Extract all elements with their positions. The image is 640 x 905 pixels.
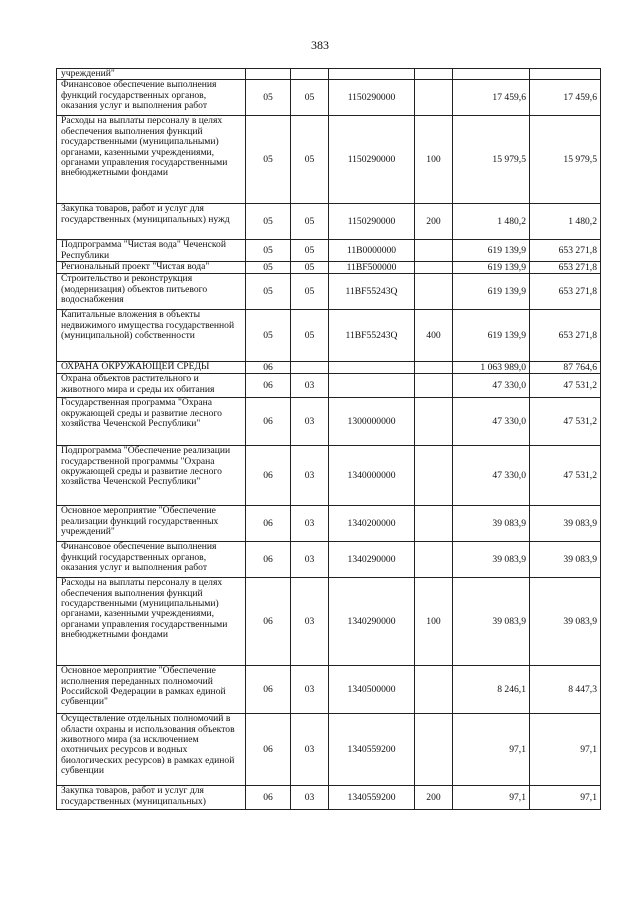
section-code-cell: 05 (246, 240, 291, 262)
target-article-cell: 11В0000000 (329, 240, 415, 262)
target-article-cell: 1340290000 (329, 578, 415, 666)
subsection-code-cell: 05 (291, 116, 329, 204)
subsection-code-cell: 05 (291, 310, 329, 362)
amount-year-1-cell: 619 139,9 (453, 262, 530, 274)
expense-name-cell: Осуществление отдельных полномочий в области охраны и использования объектов животного мира (за исключением охотничьих ресурсов и водных биологических ресурсов) в рамках единой субвенции (57, 714, 246, 786)
expense-name-cell: Основное мероприятие "Обеспечение исполнения переданных полномочий Российской Федерации в рамках единой субвенции" (57, 666, 246, 714)
subsection-code-cell: 03 (291, 374, 329, 398)
section-code-cell: 06 (246, 542, 291, 578)
target-article-cell: 1340500000 (329, 666, 415, 714)
expense-name-cell: Государственная программа "Охрана окружающей среды и развитие лесного хозяйства Чеченской Республики" (57, 398, 246, 446)
subsection-code-cell: 03 (291, 786, 329, 810)
table-row (57, 362, 601, 374)
expense-name-cell: Региональный проект "Чистая вода" (57, 262, 246, 274)
expense-name-cell: учреждений" (57, 69, 246, 80)
amount-year-2-cell: 47 531,2 (530, 446, 601, 506)
amount-year-1-cell: 97,1 (453, 714, 530, 786)
expense-name-cell: ОХРАНА ОКРУЖАЮЩЕЙ СРЕДЫ (57, 362, 246, 374)
target-article-cell: 1300000000 (329, 398, 415, 446)
amount-year-2-cell: 87 764,6 (530, 362, 601, 374)
table-row (57, 666, 601, 714)
expense-type-cell (415, 714, 453, 786)
table-row (57, 310, 601, 362)
subsection-code-cell: 03 (291, 714, 329, 786)
expense-type-cell (415, 240, 453, 262)
amount-year-2-cell: 47 531,2 (530, 374, 601, 398)
expense-type-cell (415, 69, 453, 80)
amount-year-2-cell: 39 083,9 (530, 578, 601, 666)
section-code-cell: 06 (246, 446, 291, 506)
amount-year-2-cell: 17 459,6 (530, 80, 601, 116)
expense-name-cell: Подпрограмма "Обеспечение реализации государственной программы "Охрана окружающей среды и развитие лесного хозяйства Чеченской Республики" (57, 446, 246, 506)
table-row (57, 398, 601, 446)
amount-year-1-cell: 47 330,0 (453, 398, 530, 446)
subsection-code-cell: 03 (291, 666, 329, 714)
subsection-code-cell (291, 69, 329, 80)
table-row (57, 786, 601, 810)
subsection-code-cell: 03 (291, 446, 329, 506)
table-row (57, 69, 601, 80)
target-article-cell: 1340200000 (329, 506, 415, 542)
expense-name-cell: Закупка товаров, работ и услуг для государственных (муниципальных) нужд (57, 204, 246, 240)
expense-type-cell (415, 262, 453, 274)
expense-type-cell (415, 80, 453, 116)
target-article-cell: 1340290000 (329, 542, 415, 578)
amount-year-1-cell: 97,1 (453, 786, 530, 810)
section-code-cell: 06 (246, 398, 291, 446)
section-code-cell: 05 (246, 274, 291, 310)
section-code-cell: 06 (246, 786, 291, 810)
table-row (57, 240, 601, 262)
target-article-cell: 1150290000 (329, 204, 415, 240)
amount-year-2-cell: 8 447,3 (530, 666, 601, 714)
target-article-cell: 11BF55243Q (329, 310, 415, 362)
expense-name-cell: Подпрограмма "Чистая вода" Чеченской Республики (57, 240, 246, 262)
expense-name-cell: Расходы на выплаты персоналу в целях обеспечения выполнения функций государственными (муниципальными) органами, казенными учреждениями, органами управления государственными внебюджетными фондами (57, 116, 246, 204)
table-row (57, 446, 601, 506)
amount-year-1-cell: 39 083,9 (453, 578, 530, 666)
amount-year-1-cell: 619 139,9 (453, 240, 530, 262)
amount-year-1-cell: 1 480,2 (453, 204, 530, 240)
target-article-cell: 1340559200 (329, 786, 415, 810)
subsection-code-cell (291, 362, 329, 374)
amount-year-2-cell (530, 69, 601, 80)
section-code-cell: 06 (246, 578, 291, 666)
table-row (57, 374, 601, 398)
section-code-cell: 06 (246, 374, 291, 398)
expense-type-cell (415, 506, 453, 542)
section-code-cell: 05 (246, 116, 291, 204)
section-code-cell: 05 (246, 310, 291, 362)
table-row (57, 714, 601, 786)
expense-name-cell: Строительство и реконструкция (модернизация) объектов питьевого водоснабжения (57, 274, 246, 310)
subsection-code-cell: 03 (291, 506, 329, 542)
section-code-cell: 06 (246, 506, 291, 542)
subsection-code-cell: 05 (291, 262, 329, 274)
amount-year-2-cell: 15 979,5 (530, 116, 601, 204)
table-row (57, 262, 601, 274)
target-article-cell (329, 362, 415, 374)
subsection-code-cell: 05 (291, 204, 329, 240)
amount-year-1-cell: 619 139,9 (453, 310, 530, 362)
amount-year-1-cell (453, 69, 530, 80)
target-article-cell: 1340559200 (329, 714, 415, 786)
expense-name-cell: Капитальные вложения в объекты недвижимого имущества государственной (муниципальной) собственности (57, 310, 246, 362)
expense-type-cell (415, 398, 453, 446)
table-row (57, 274, 601, 310)
budget-table-body (57, 69, 601, 810)
expense-name-cell: Финансовое обеспечение выполнения функций государственных органов, оказания услуг и выполнения работ (57, 80, 246, 116)
amount-year-1-cell: 8 246,1 (453, 666, 530, 714)
target-article-cell: 1340000000 (329, 446, 415, 506)
expense-type-cell (415, 374, 453, 398)
target-article-cell (329, 374, 415, 398)
amount-year-2-cell: 97,1 (530, 714, 601, 786)
expense-type-cell: 400 (415, 310, 453, 362)
subsection-code-cell: 03 (291, 578, 329, 666)
subsection-code-cell: 05 (291, 80, 329, 116)
amount-year-1-cell: 39 083,9 (453, 542, 530, 578)
amount-year-2-cell: 653 271,8 (530, 262, 601, 274)
expense-name-cell: Закупка товаров, работ и услуг для государственных (муниципальных) (57, 786, 246, 810)
expense-type-cell (415, 666, 453, 714)
amount-year-2-cell: 39 083,9 (530, 506, 601, 542)
expense-type-cell: 100 (415, 116, 453, 204)
expense-name-cell: Финансовое обеспечение выполнения функций государственных органов, оказания услуг и выполнения работ (57, 542, 246, 578)
amount-year-2-cell: 39 083,9 (530, 542, 601, 578)
page-number: 383 (311, 38, 329, 52)
section-code-cell: 06 (246, 666, 291, 714)
amount-year-1-cell: 39 083,9 (453, 506, 530, 542)
expense-type-cell: 200 (415, 204, 453, 240)
amount-year-2-cell: 47 531,2 (530, 398, 601, 446)
amount-year-1-cell: 1 063 989,0 (453, 362, 530, 374)
amount-year-2-cell: 653 271,8 (530, 240, 601, 262)
budget-table (56, 68, 601, 810)
table-row (57, 506, 601, 542)
expense-name-cell: Основное мероприятие "Обеспечение реализации функций государственных учреждений" (57, 506, 246, 542)
section-code-cell: 05 (246, 262, 291, 274)
amount-year-1-cell: 17 459,6 (453, 80, 530, 116)
expense-type-cell (415, 274, 453, 310)
section-code-cell: 05 (246, 80, 291, 116)
section-code-cell: 05 (246, 204, 291, 240)
target-article-cell: 1150290000 (329, 80, 415, 116)
target-article-cell: 1150290000 (329, 116, 415, 204)
table-row (57, 542, 601, 578)
target-article-cell: 11BF55243Q (329, 274, 415, 310)
section-code-cell: 06 (246, 714, 291, 786)
expense-name-cell: Охрана объектов растительного и животного мира и среды их обитания (57, 374, 246, 398)
subsection-code-cell: 05 (291, 240, 329, 262)
expense-type-cell (415, 446, 453, 506)
subsection-code-cell: 03 (291, 398, 329, 446)
expense-type-cell: 200 (415, 786, 453, 810)
expense-type-cell (415, 542, 453, 578)
expense-type-cell (415, 362, 453, 374)
target-article-cell (329, 69, 415, 80)
expense-name-cell: Расходы на выплаты персоналу в целях обеспечения выполнения функций государственными (муниципальными) органами, казенными учреждениями, органами управления государственными внебюджетными фондами (57, 578, 246, 666)
table-row (57, 578, 601, 666)
subsection-code-cell: 03 (291, 542, 329, 578)
subsection-code-cell: 05 (291, 274, 329, 310)
amount-year-2-cell: 653 271,8 (530, 274, 601, 310)
table-row (57, 204, 601, 240)
amount-year-2-cell: 653 271,8 (530, 310, 601, 362)
table-row (57, 80, 601, 116)
expense-type-cell: 100 (415, 578, 453, 666)
section-code-cell: 06 (246, 362, 291, 374)
amount-year-1-cell: 619 139,9 (453, 274, 530, 310)
section-code-cell (246, 69, 291, 80)
table-row (57, 116, 601, 204)
amount-year-1-cell: 47 330,0 (453, 374, 530, 398)
amount-year-2-cell: 97,1 (530, 786, 601, 810)
target-article-cell: 11BF500000 (329, 262, 415, 274)
amount-year-2-cell: 1 480,2 (530, 204, 601, 240)
amount-year-1-cell: 47 330,0 (453, 446, 530, 506)
amount-year-1-cell: 15 979,5 (453, 116, 530, 204)
